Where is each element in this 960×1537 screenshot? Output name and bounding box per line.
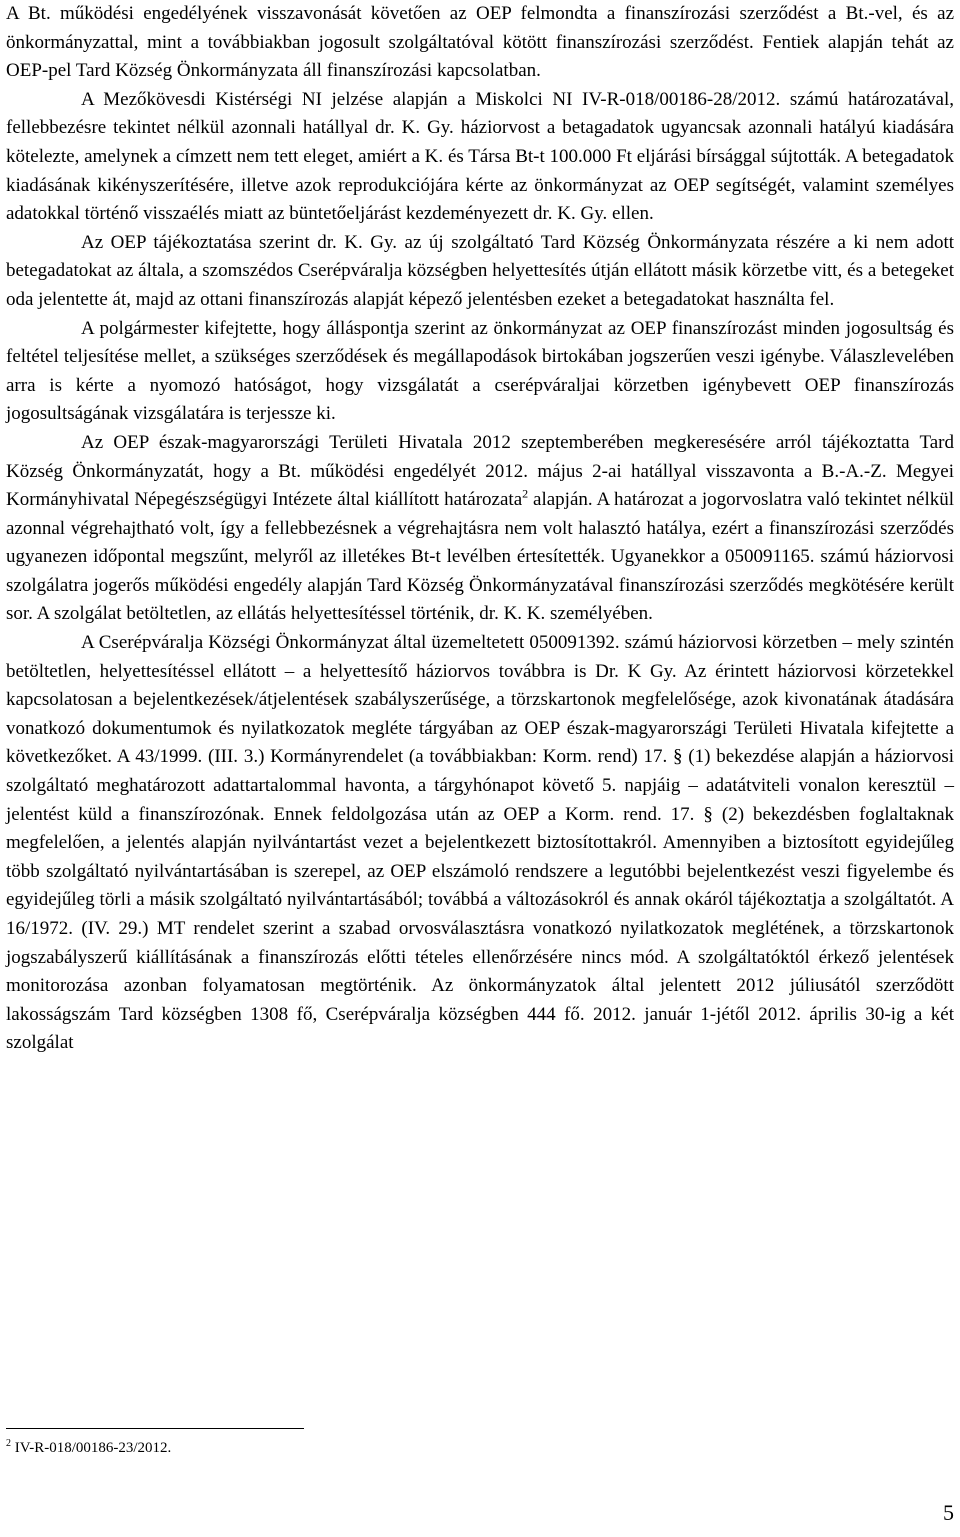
paragraph-5-part-1: Az OEP észak-magyarországi Területi Hivatala 2012 szeptemberében megkeresésére arról tájékoztatta Tard Község Önkormányzatát, hogy a Bt. működési engedélyét 2012. május 2-ai hatállyal visszavonta a B.-A.-Z. Megyei Kormányhivatal Népegészségügyi Intézete által kiállított határozata [6,431,954,511]
footnote-number: 2 [6,1438,11,1449]
paragraph-1: A Bt. működési engedélyének visszavonását követően az OEP felmondta a finanszírozási szerződést a Bt.-vel, és az önkormányzattal, mint a továbbiakban jogosult szolgáltatóval kötött finanszírozási szerződést. Fentiek alapján tehát az OEP-pel Tard Község Önkormányzata áll finanszírozási kapcsolatban. [6,3,954,82]
body-text [6,0,954,1058]
footnote [6,1438,171,1458]
paragraph-2: A Mezőkövesdi Kistérségi NI jelzése alapján a Miskolci NI IV-R-018/00186-28/2012. számú határozatával, fellebbezésre tekintet nélkül azonnali hatállyal dr. K. Gy. háziorvost a betagadatok ugyancsak azonnali hatályú kiadására kötelezte, amelynek a címzett nem tett eleget, amiért a K. és Társa Bt-t 100.000 Ft eljárási bírsággal sújtották. A betegadatok kiadásának kikényszerítésére, illetve azok reprodukciójára kérte az önkormányzat az OEP segítségét, valamint személyes adatokkal történő visszaélés miatt az büntetőeljárást kezdeményezett dr. K. Gy. ellen. [6,88,954,225]
footnote-reference: 2 [522,486,529,501]
footnote-separator [6,1428,304,1429]
paragraph-3: Az OEP tájékoztatása szerint dr. K. Gy. az új szolgáltató Tard Község Önkormányzata részére a ki nem adott betegadatokat az általa, a szomszédos Cserépváralja községben helyettesítés útján ellátott másik körzetbe vitt, és a betegeket oda jelentette át, majd az ottani finanszírozás alapját képező jelentésben ezeket a betegadatokat használta fel. [6,231,954,310]
footnote-text: IV-R-018/00186-23/2012. [14,1440,172,1456]
paragraph-4: A polgármester kifejtette, hogy álláspontja szerint az önkormányzat az OEP finanszírozást minden jogosultság és feltétel teljesítése mellet, a szükséges szerződések és megállapodások birtokában jogszerűen veszi igénybe. Válaszlevelében arra is kérte a nyomozó hatóságot, hogy vizsgálatát a cserépváraljai körzetben igénybevett OEP finanszírozás jogosultságának vizsgálatára is terjessze ki. [6,317,954,425]
paragraph-5 [6,429,954,629]
paragraph-5-part-2: alapján. A határozat a jogorvoslatra való tekintet nélkül azonnal végrehajtható volt, így a fellebbezésnek a végrehajtásra nem volt halasztó hatálya, ezért a finanszírozási szerződés ugyanezen időpontal megszűnt, melyről az illetékes Bt-t levélben értesítették. Ugyanekkor a 050091165. számú háziorvosi szolgálatra jogerős működési engedély alapján Tard Község Önkormányzatával finanszírozási szerződés megkötésére került sor. A szolgálat betöltetlen, az ellátás helyettesítéssel történik, dr. K. K. személyében. [6,489,955,625]
paragraph-6: A Cserépváralja Községi Önkormányzat által üzemeltetett 050091392. számú háziorvosi körzetben – mely szintén betöltetlen, helyettesítéssel ellátott – a helyettesítő háziorvos továbbra is Dr. K Gy. Az érintett háziorvosi körzetekkel kapcsolatosan a bejelentkezések/átjelentések szabályszerűsége, a törzskartonok megfelelősége, azok kivonatának átadására vonatkozó dokumentumok és nyilatkozatok megléte tárgyában az OEP észak-magyarországi Területi Hivatala kifejtette a következőket. A 43/1999. (III. 3.) Kormányrendelet (a továbbiakban: Korm. rend) 17. § (1) bekezdése alapján a háziorvosi szolgáltató meghatározott adattartalommal havonta, a tárgyhónapot követő 5. napjáig – adatátviteli vonalon keresztül – jelentést küld a finanszírozónak. Ennek feldolgozása után az OEP a Korm. rend. 17. § (2) bekezdésben foglaltaknak megfelelően, a jelentés alapján nyilvántartást vezet a bejelentkezett biztosítottakról. Amennyiben a biztosított egyidejűleg több szolgáltató nyilvántartásában is szerepel, az OEP elszámoló rendszere a legutóbbi bejelentkezést veszi figyelembe és egyidejűleg törli a másik szolgáltató nyilvántartásából; továbbá a változásokról és annak okáról tájékoztatja a szolgáltatót. A 16/1972. (IV. 29.) MT rendelet szerint a szabad orvosválasztásra vonatkozó nyilatkozatok meglétének, a törzskartonok jogszabályszerű kiállításának a finanszírozás előtti tételes ellenőrzésére nincs mód. A szolgáltatóktól érkező jelentések monitorozása azonban folyamatosan megtörténik. Az önkormányzatok által jelentett 2012 júliusától szerződött lakosságszám Tard községben 1308 fő, Cserépváralja községben 444 fő. 2012. január 1-jétől 2012. április 30-ig a két szolgálat [6,632,954,1054]
page-number: 5 [943,1500,954,1525]
